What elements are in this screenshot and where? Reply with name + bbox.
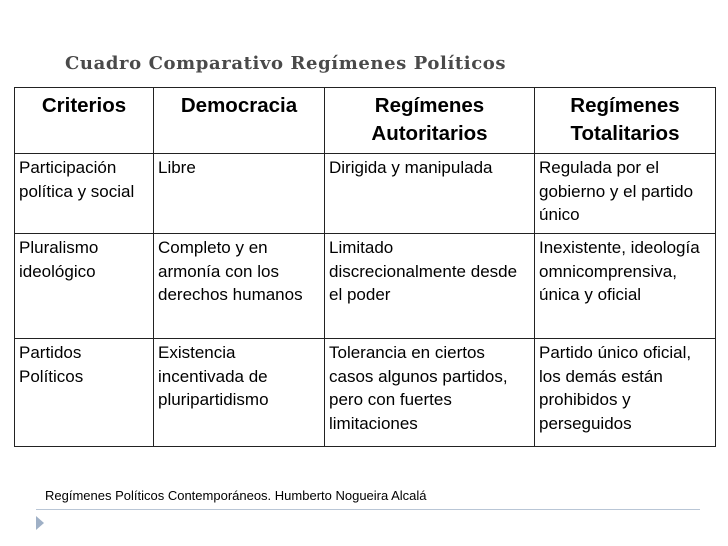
table-cell: Tolerancia en ciertos casos algunos partidos, pero con fuertes limitaciones	[325, 339, 535, 447]
table-cell: Regulada por el gobierno y el partido único	[535, 154, 716, 234]
table-cell: Limitado discrecionalmente desde el poder	[325, 234, 535, 339]
table-cell: Pluralismo ideológico	[15, 234, 154, 339]
table-cell: Inexistente, ideología omnicomprensiva, única y oficial	[535, 234, 716, 339]
table-cell: Completo y en armonía con los derechos humanos	[154, 234, 325, 339]
triangle-bullet-icon	[36, 516, 44, 530]
table-cell: Partidos Políticos	[15, 339, 154, 447]
slide-title: Cuadro Comparativo Regímenes Políticos	[65, 53, 507, 74]
table-row	[15, 339, 716, 447]
header-democracia: Democracia	[154, 88, 325, 154]
table-cell: Partido único oficial, los demás están prohibidos y perseguidos	[535, 339, 716, 447]
divider-line	[36, 509, 700, 510]
comparison-table	[14, 87, 716, 447]
table-cell: Libre	[154, 154, 325, 234]
header-totalitarios: Regímenes Totalitarios	[535, 88, 716, 154]
table-cell: Dirigida y manipulada	[325, 154, 535, 234]
table-cell: Participación política y social	[15, 154, 154, 234]
table-cell: Existencia incentivada de pluripartidismo	[154, 339, 325, 447]
table-row	[15, 154, 716, 234]
table-header-row	[15, 88, 716, 154]
table-row	[15, 234, 716, 339]
header-autoritarios: Regímenes Autoritarios	[325, 88, 535, 154]
header-criterios: Criterios	[15, 88, 154, 154]
source-citation: Regímenes Políticos Contemporáneos. Humberto Nogueira Alcalá	[45, 488, 427, 503]
